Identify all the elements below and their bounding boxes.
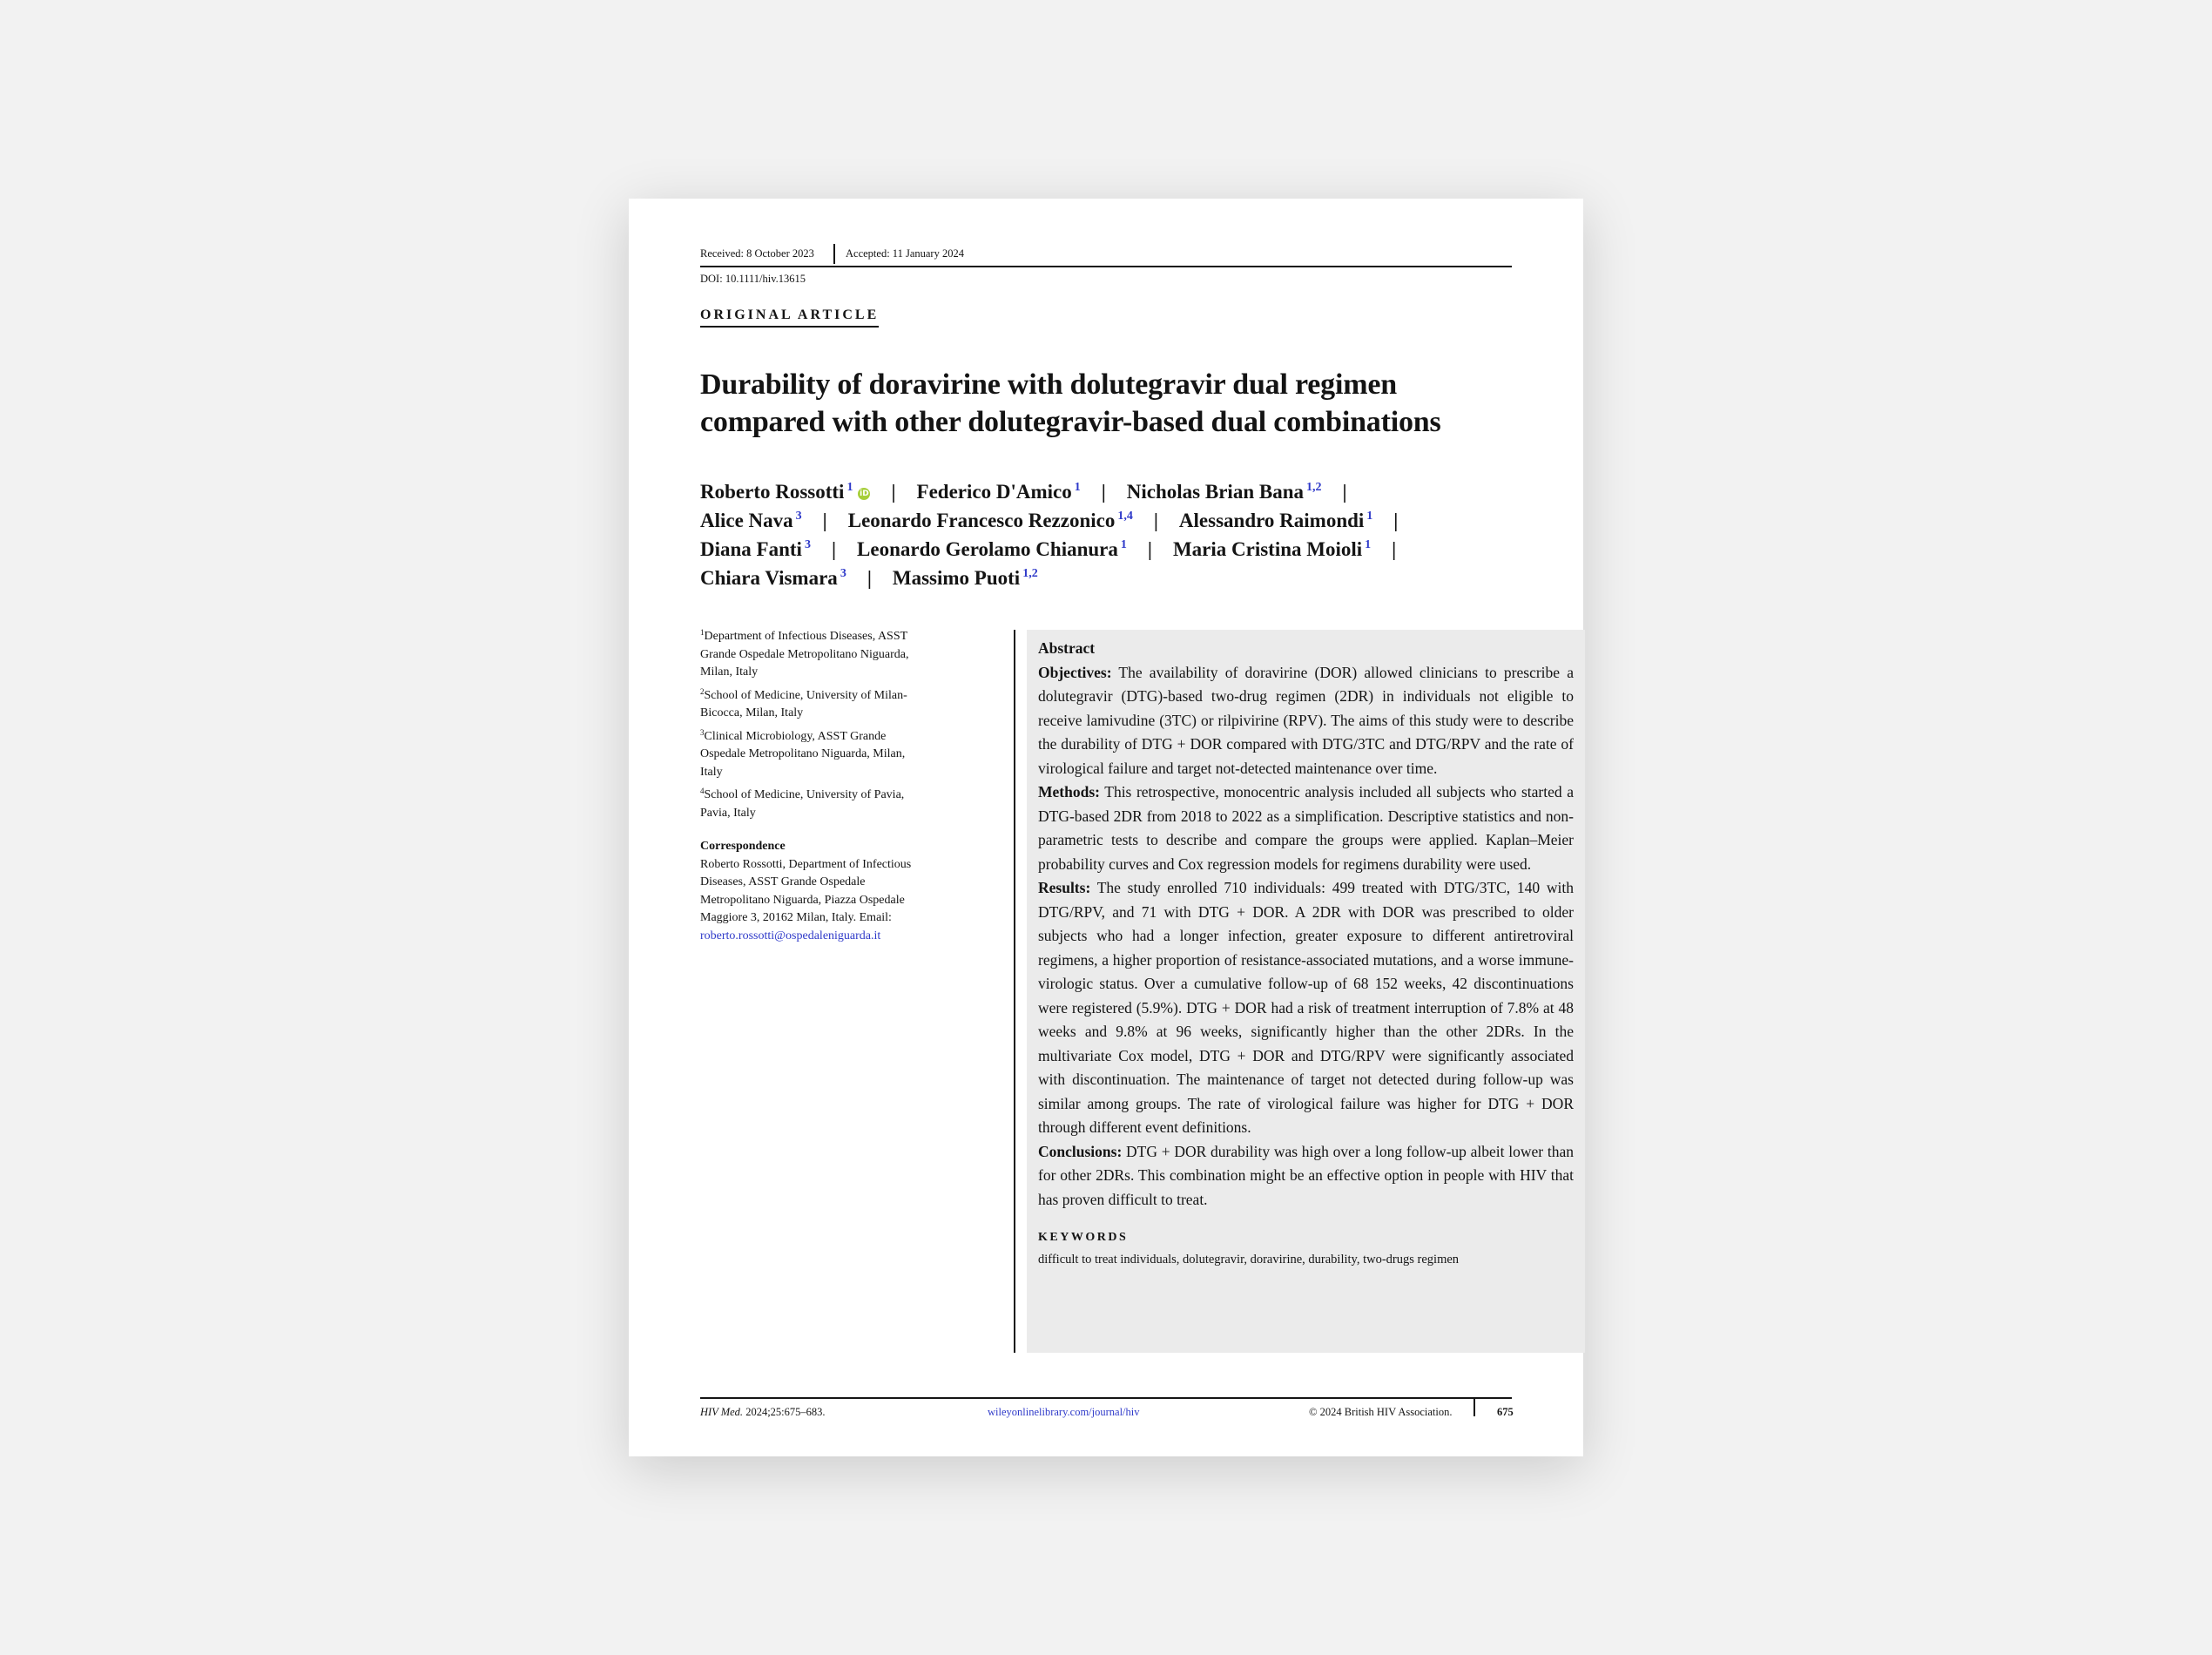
author[interactable]: Nicholas Brian Bana $^{1,2}$	[1126, 481, 1322, 503]
correspondence-heading: Correspondence	[700, 840, 786, 853]
journal-citation: HIV Med. 2024;25:675–683.	[700, 1406, 826, 1418]
abstract-heading: Abstract	[1038, 639, 1096, 657]
received-date: Received: 8 October 2023	[700, 247, 814, 260]
author-line	[700, 477, 1519, 506]
affiliation: $^3$Clinical Microbiology, ASST Grande Ospedale Metropolitano Niguarda, Milan, Italy	[700, 727, 906, 779]
author[interactable]: Leonardo Francesco Rezzonico $^{1,4}$	[847, 510, 1133, 531]
author-separator: |	[831, 538, 837, 560]
affiliation: $^4$School of Medicine, University of Pavia, Pavia, Italy	[700, 787, 905, 820]
title-line: compared with other dolutegravir-based dual combinations	[700, 406, 1441, 438]
author-line	[700, 564, 1519, 592]
abstract-results: Results: The study enrolled 710 individuals: 499 treated with DTG/3TC, 140 with DTG/RPV, and 71 with DTG + DOR. A 2DR with DOR was prescribed to older subjects who had a longer infection, greater exposure to different antiretroviral regimens, a higher proportion of resistance-associated mutations, and a worse immune-virologic status. Over a cumulative follow-up of 68 152 weeks, 42 discontinuations were registered (5.9%). DTG + DOR had a risk of treatment interruption of 7.8% at 48 weeks and 9.8% at 96 weeks, significantly higher than the other 2DRs. In the multivariate Cox model, DTG + DOR and DTG/RPV were significantly associated with discontinuation. The maintenance of target not detected during follow-up was similar among groups. The rate of virological failure was higher for DTG + DOR through different event definitions.	[1038, 879, 1575, 1136]
keywords-heading: KEYWORDS	[1038, 1231, 1129, 1244]
affiliation-ref[interactable]: 1	[1120, 538, 1127, 551]
author[interactable]: Federico D'Amico $^1$	[916, 481, 1081, 503]
affiliation-ref[interactable]: 1	[1366, 510, 1373, 523]
author[interactable]: Diana Fanti $^3$	[700, 538, 811, 560]
affiliation: $^1$Department of Infectious Diseases, ASST Grande Ospedale Metropolitano Niguarda, Milan, Italy	[700, 628, 909, 679]
footer-divider	[1474, 1399, 1475, 1416]
author-separator: |	[822, 510, 827, 531]
affiliations-column	[700, 628, 928, 945]
affiliation-ref[interactable]: 3	[804, 538, 811, 551]
author-separator: |	[1153, 510, 1158, 531]
author[interactable]: Alessandro Raimondi $^1$	[1178, 510, 1373, 531]
paper-page	[629, 199, 1583, 1456]
author-separator: |	[867, 567, 872, 589]
author-separator: |	[1393, 510, 1399, 531]
page-footer	[700, 1397, 1512, 1425]
affiliation-ref[interactable]: 3	[795, 510, 802, 523]
author[interactable]: Roberto Rossotti $^1$ iD	[700, 481, 869, 503]
author-separator: |	[1392, 538, 1397, 560]
doi[interactable]: DOI: 10.1111/hiv.13615	[700, 273, 806, 285]
author[interactable]: Leonardo Gerolamo Chianura $^1$	[857, 538, 1127, 560]
keywords: difficult to treat individuals, dolutegravir, doravirine, durability, two-drugs regimen	[1038, 1253, 1460, 1267]
author[interactable]: Alice Nava $^3$	[700, 510, 802, 531]
abstract-objectives: Objectives: The availability of doravirine (DOR) allowed clinicians to prescribe a dolutegravir (DTG)-based two-drug regimen (2DR) in individuals not eligible to receive lamivudine (3TC) or rilpivirine (RPV). The aims of this study were to describe the durability of DTG + DOR compared with DTG/3TC and DTG/RPV and the rate of virological failure and target not-detected maintenance over time.	[1038, 663, 1574, 777]
author-separator: |	[891, 481, 896, 503]
abstract-box	[1027, 630, 1585, 1353]
author-separator: |	[1147, 538, 1152, 560]
affiliation-ref[interactable]: 1	[1365, 538, 1372, 551]
affiliation: $^2$School of Medicine, University of Milan-Bicocca, Milan, Italy	[700, 686, 907, 719]
author[interactable]: Maria Cristina Moioli $^1$	[1172, 538, 1372, 560]
affiliation-ref[interactable]: 1	[1074, 481, 1081, 494]
paper-title	[700, 366, 1519, 441]
affiliation-ref[interactable]: 1,2	[1022, 567, 1038, 580]
affiliation-ref[interactable]: 1	[846, 481, 853, 494]
affiliation-ref[interactable]: 1,2	[1306, 481, 1322, 494]
title-line: Durability of doravirine with dolutegravir dual regimen	[700, 368, 1397, 401]
author-line	[700, 506, 1519, 535]
abstract-methods: Methods: This retrospective, monocentric analysis included all subjects who started a DTG-based 2DR from 2018 to 2022 as a simplification. Descriptive statistics and non-parametric tests to describe and compare the groups were applied. Kaplan–Meier probability curves and Cox regression models for regimens durability were used.	[1038, 783, 1574, 873]
abstract-conclusions: Conclusions: DTG + DOR durability was high over a long follow-up albeit lower than for other 2DRs. This combination might be an effective option in people with HIV that has proven difficult to treat.	[1038, 1142, 1574, 1208]
correspondence-text: Roberto Rossotti, Department of Infectious Diseases, ASST Grande Ospedale Metropolitano Niguarda, Piazza Ospedale Maggiore 3, 20162 Milan, Italy. Email: roberto.rossotti@ospedaleniguarda.it	[700, 857, 912, 942]
author[interactable]: Massimo Puoti $^{1,2}$	[892, 567, 1038, 589]
journal-url-link[interactable]: wileyonlinelibrary.com/journal/hiv	[988, 1406, 1140, 1418]
author-separator: |	[1101, 481, 1106, 503]
dates-bar	[700, 244, 1512, 267]
affiliation-ref[interactable]: 3	[840, 567, 846, 580]
orcid-icon[interactable]: iD	[860, 490, 869, 498]
author-separator: |	[1342, 481, 1347, 503]
email-link[interactable]: roberto.rossotti@ospedaleniguarda.it	[700, 929, 881, 942]
dates-divider	[833, 244, 835, 264]
page-number: 675	[1497, 1406, 1514, 1418]
column-divider	[1014, 630, 1015, 1353]
affiliation-ref[interactable]: 1,4	[1117, 510, 1133, 523]
author-list	[700, 477, 1519, 592]
copyright: © 2024 British HIV Association.	[1309, 1406, 1453, 1418]
accepted-date: Accepted: 11 January 2024	[846, 247, 964, 260]
author[interactable]: Chiara Vismara $^3$	[700, 567, 846, 589]
author-line	[700, 535, 1519, 564]
article-type: ORIGINAL ARTICLE	[700, 307, 879, 328]
